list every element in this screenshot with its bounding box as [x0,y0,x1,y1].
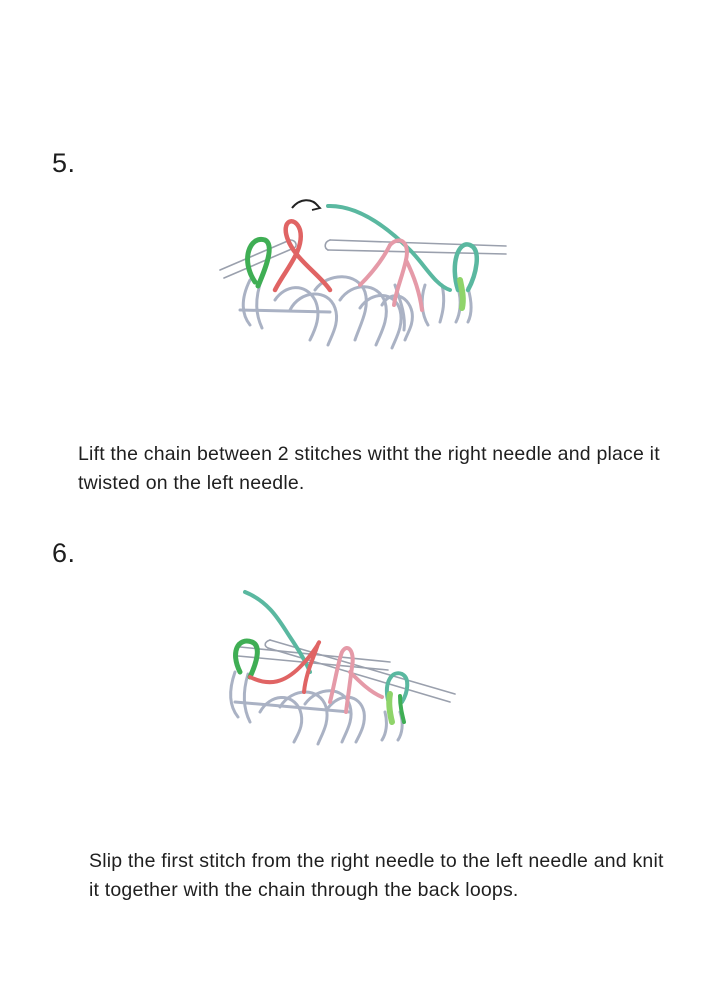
step-number: 6. [52,538,76,568]
knitting-twisted-chain-lift-icon [210,190,520,360]
step-number: 5. [52,148,76,178]
knitting-knit-together-back-loops-icon [210,582,470,757]
step-instruction: Lift the chain between 2 stitches witht the right needle and place it twisted on the left needle. [78,443,660,494]
step-instruction: Slip the first stitch from the right needle to the left needle and knit it together with the chain through the back loops. [89,850,664,901]
